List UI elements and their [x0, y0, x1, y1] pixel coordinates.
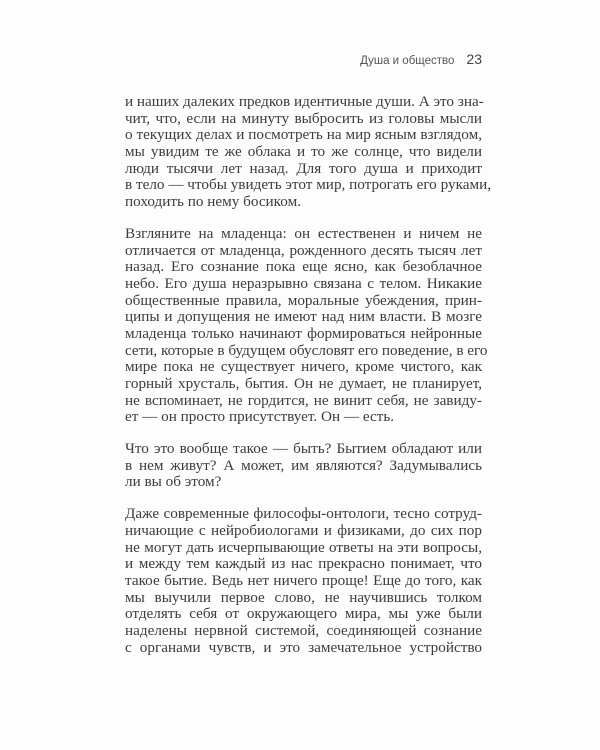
- text-line: горный хрусталь, бытия. Он не думает, не планирует,: [125, 375, 482, 392]
- text-line: наделены нервной системой, соединяющей сознание: [125, 621, 482, 639]
- text-line: отделять себя от окружающего мира, мы уже были: [125, 605, 482, 623]
- text-line: Взгляните на младенца: он естественен и ничем не: [125, 224, 482, 242]
- text-line: с органами чувств, и это замечательное устройство: [125, 638, 482, 656]
- paragraph: [125, 506, 482, 656]
- text-line: не вспоминает, не гордится, не винит себя, не завиду-: [125, 391, 482, 409]
- text-line: в нем живут? А может, им являются? Задумывались: [125, 456, 482, 474]
- text-line: ет — он просто присутствует. Он — есть.: [125, 408, 395, 426]
- text-line: и наших далеких предков идентичные души. А это зна-: [125, 93, 484, 110]
- text-line: Что это вообще такое — быть? Бытием обладают или: [125, 440, 482, 458]
- text-line: и между тем каждый из нас прекрасно понимает, что: [125, 555, 482, 573]
- text-line: о текущих делах и посмотреть на мир ясным взглядом,: [125, 126, 482, 144]
- text-line: отличается от младенца, рожденного десять тысяч лет: [125, 241, 482, 259]
- text-line: ципы и допущения не имеют над ним власти. В мозге: [125, 308, 482, 326]
- page-header: [300, 51, 482, 67]
- body-text: [125, 93, 491, 671]
- text-line: ничающие с нейробиологами и физиками, до сих пор: [125, 521, 482, 539]
- text-line: мы увидим те же облака и то же солнце, что видели: [125, 143, 482, 161]
- text-line: назад. Его сознание пока еще ясно, как безоблачное: [125, 258, 482, 276]
- text-line: не могут дать исчерпывающие ответы на эти вопросы,: [125, 538, 482, 556]
- text-line: мы выучили первое слово, не научившись толком: [125, 588, 482, 606]
- text-line: в тело — чтобы увидеть этот мир, потрогать его руками,: [125, 176, 491, 194]
- text-line: младенца только начинают формироваться нейронные: [125, 324, 482, 342]
- text-line: Даже современные философы-онтологи, тесно сотруд-: [125, 505, 482, 523]
- paragraph: [125, 441, 482, 491]
- text-line: общественные правила, моральные убеждения, прин-: [125, 291, 482, 309]
- text-line: небо. Его душа неразрывно связана с телом. Никакие: [125, 274, 482, 292]
- text-line: походить по нему босиком.: [125, 193, 302, 211]
- paragraph: [125, 93, 491, 211]
- paragraph: [125, 224, 488, 426]
- text-line: такое бытие. Ведь нет ничего проще! Еще до того, как: [125, 571, 482, 589]
- text-line: люди тысячи лет назад. Для того душа и приходит: [125, 159, 482, 177]
- text-line: мире пока не существует ничего, кроме чистого, как: [125, 358, 482, 376]
- text-line: ли вы об этом?: [125, 473, 222, 491]
- page-number: 23: [466, 51, 482, 67]
- running-title: Душа и общество: [360, 55, 455, 67]
- text-line: чит, что, если на минуту выбросить из головы мысли: [125, 109, 482, 127]
- text-line: сети, которые в будущем обусловят его поведение, в его: [125, 341, 488, 359]
